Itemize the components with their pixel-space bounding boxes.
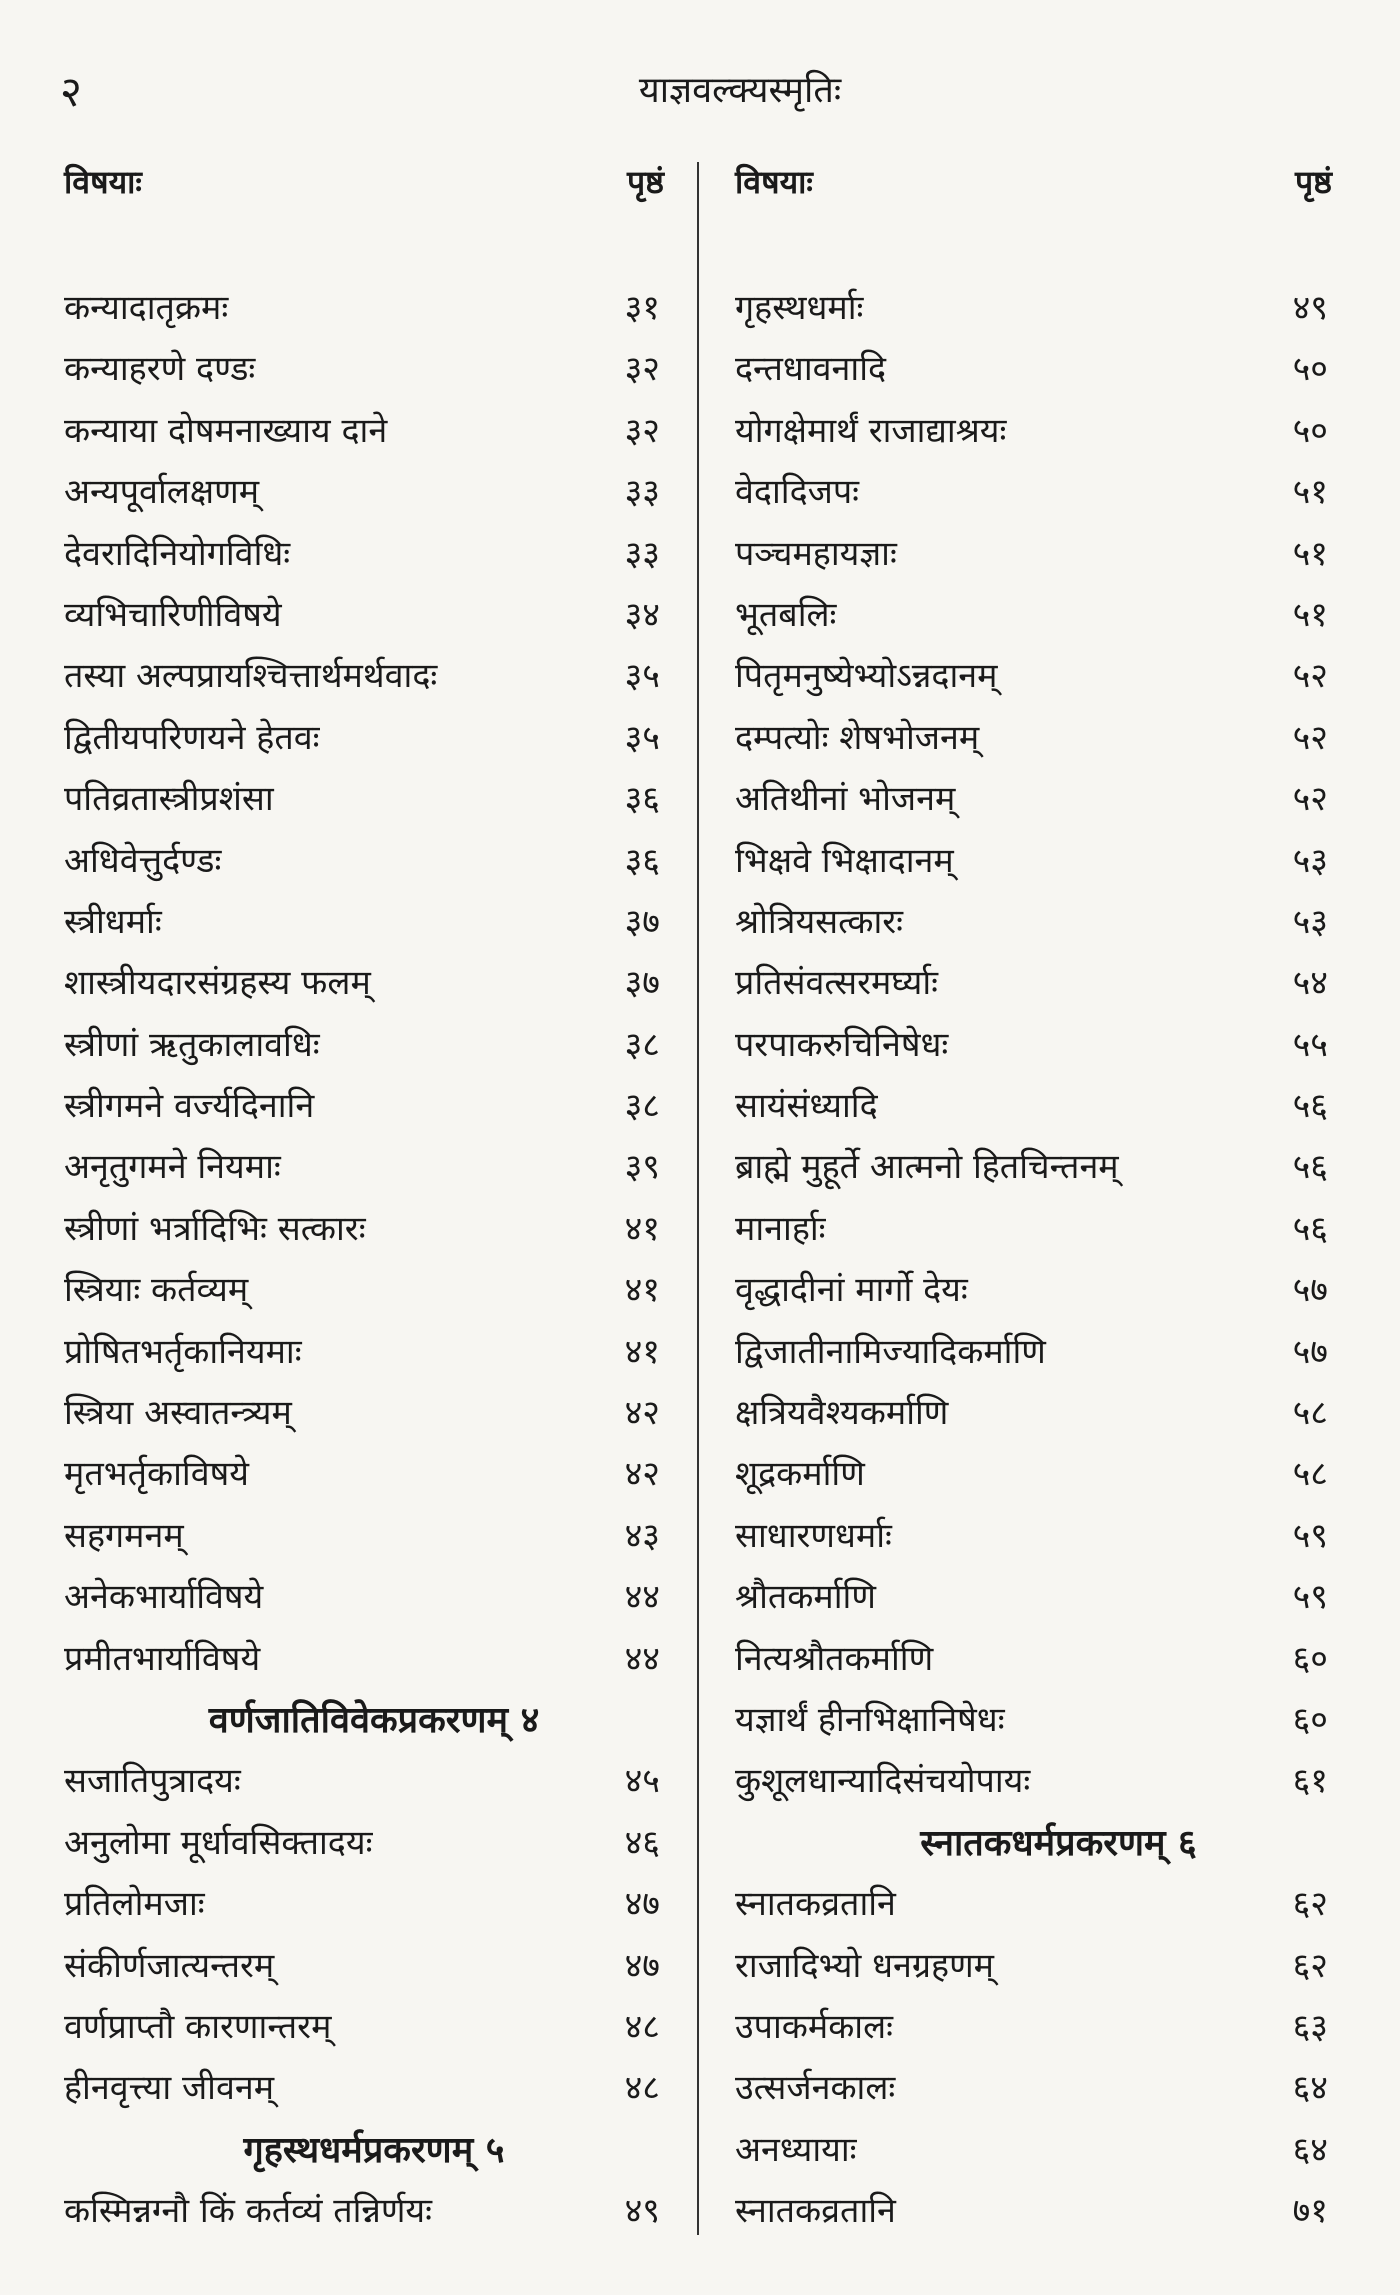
entry-page-number: ५३	[1292, 840, 1328, 881]
entry-page-number: ४२	[624, 1454, 660, 1495]
toc-entry	[735, 2120, 1332, 2181]
toc-entry	[735, 2058, 1332, 2119]
entry-page-number: ३२	[624, 349, 660, 390]
entry-topic: तस्या अल्पप्रायश्चित्तार्थमर्थवादः	[64, 656, 438, 697]
entry-page-number: ३८	[624, 1024, 660, 1065]
column-divider	[697, 162, 699, 2235]
toc-entry	[735, 1322, 1332, 1383]
page-number: २	[60, 67, 82, 116]
entry-topic: द्विजातीनामिज्यादिकर्माणि	[735, 1331, 1046, 1372]
entry-page-number: ३९	[624, 1147, 660, 1188]
entry-page-number: ५४	[1292, 963, 1328, 1004]
entry-page-number: ५९	[1292, 1577, 1328, 1618]
entry-page-number: ४६	[624, 1822, 660, 1863]
entry-page-number: ५९	[1292, 1515, 1328, 1556]
toc-entry	[735, 1137, 1332, 1198]
toc-entry	[735, 339, 1332, 400]
entry-topic: प्रोषितभर्तृकानियमाः	[64, 1331, 302, 1372]
entry-page-number: ५५	[1292, 1024, 1328, 1065]
entry-topic: वर्णप्राप्तौ कारणान्तरम्	[64, 2006, 332, 2047]
entry-topic: उत्सर्जनकालः	[735, 2068, 896, 2109]
entry-topic: अन्यपूर्वालक्षणम्	[64, 472, 260, 513]
toc-entry	[735, 278, 1332, 339]
toc-entry	[64, 1322, 664, 1383]
entry-page-number: ५३	[1292, 901, 1328, 942]
entry-topic: मृतभर्तृकाविषये	[64, 1454, 249, 1495]
entry-topic: द्वितीयपरिणयने हेतवः	[64, 717, 320, 758]
toc-entry	[735, 953, 1332, 1014]
toc-entry	[64, 1813, 664, 1874]
entry-page-number: ६२	[1292, 1945, 1328, 1986]
entry-page-number: ३४	[624, 594, 660, 635]
toc-entry	[735, 1506, 1332, 1567]
entry-page-number: ५०	[1292, 410, 1328, 451]
toc-entry	[64, 1444, 664, 1505]
entry-page-number: ५६	[1292, 1208, 1328, 1249]
entry-topic: प्रमीतभार्याविषये	[64, 1638, 261, 1679]
entry-page-number: ५२	[1292, 656, 1328, 697]
entry-topic: देवरादिनियोगविधिः	[64, 533, 291, 574]
entry-topic: दम्पत्योः शेषभोजनम्	[735, 717, 980, 758]
entry-topic: संकीर्णजात्यन्तरम्	[64, 1945, 275, 1986]
entry-topic: स्त्रिया अस्वातन्त्र्यम्	[64, 1393, 292, 1434]
toc-entry	[64, 1629, 664, 1690]
toc-entry	[64, 646, 664, 707]
toc-entry	[735, 1199, 1332, 1260]
entry-topic: शास्त्रीयदारसंग्रहस्य फलम्	[64, 963, 371, 1004]
toc-entry	[64, 1260, 664, 1321]
entry-topic: वेदादिजपः	[735, 472, 860, 513]
toc-entry	[64, 1076, 664, 1137]
entry-topic: गृहस्थधर्माः	[735, 288, 864, 328]
entry-topic: यज्ञार्थं हीनभिक्षानिषेधः	[735, 1699, 1005, 1740]
toc-entry	[735, 524, 1332, 585]
entry-page-number: ३२	[624, 410, 660, 451]
entry-page-number: ६४	[1292, 2068, 1328, 2109]
toc-entry	[64, 1567, 664, 1628]
entry-topic: पितृमनुष्येभ्योऽन्नदानम्	[735, 656, 998, 697]
entry-page-number: ३१	[624, 288, 660, 328]
section-heading: वर्णजातिविवेकप्रकरणम् ४	[208, 1698, 540, 1741]
entry-page-number: ३७	[624, 901, 660, 942]
toc-entry	[64, 1015, 664, 1076]
toc-entry	[735, 1629, 1332, 1690]
entry-page-number: ४१	[624, 1270, 660, 1311]
toc-entry	[735, 1015, 1332, 1076]
entry-topic: स्त्रियाः कर्तव्यम्	[64, 1270, 249, 1311]
toc-column-right	[735, 160, 1332, 2243]
entry-topic: शूद्रकर्माणि	[735, 1454, 865, 1495]
entry-topic: स्नातकव्रतानि	[735, 2191, 896, 2232]
section-heading: गृहस्थधर्मप्रकरणम् ५	[243, 2128, 505, 2171]
book-title: याज्ञवल्क्यस्मृतिः	[638, 70, 842, 111]
entry-page-number: ३५	[624, 717, 660, 758]
toc-column-left	[64, 160, 664, 2243]
toc-entry	[64, 1199, 664, 1260]
toc-entry	[735, 646, 1332, 707]
toc-entry	[64, 1137, 664, 1198]
section-heading: स्नातकधर्मप्रकरणम् ६	[920, 1821, 1197, 1864]
toc-entry	[735, 1383, 1332, 1444]
entry-topic: श्रौतकर्माणि	[735, 1577, 876, 1618]
entry-topic: श्रोत्रियसत्कारः	[735, 901, 904, 942]
toc-entry	[64, 1506, 664, 1567]
toc-entry	[735, 1567, 1332, 1628]
entry-topic: पतिव्रतास्त्रीप्रशंसा	[64, 779, 274, 820]
column-heading	[735, 160, 1332, 216]
toc-entry	[64, 462, 664, 523]
entry-page-number: ४९	[624, 2191, 660, 2232]
toc-entry	[735, 1076, 1332, 1137]
heading-topics: विषयाः	[64, 163, 142, 201]
entry-topic: अतिथीनां भोजनम्	[735, 779, 956, 820]
toc-entry	[64, 1751, 664, 1812]
toc-entry	[64, 339, 664, 400]
entry-page-number: ४१	[624, 1331, 660, 1372]
entry-page-number: ५१	[1292, 594, 1328, 635]
entry-topic: कन्यादातृक्रमः	[64, 288, 229, 328]
entry-page-number: ३६	[624, 779, 660, 820]
entry-page-number: ६२	[1292, 1884, 1328, 1925]
entry-topic: योगक्षेमार्थं राजाद्याश्रयः	[735, 410, 1007, 451]
toc-entry	[64, 708, 664, 769]
toc-entry	[64, 1874, 664, 1935]
entry-topic: नित्यश्रौतकर्माणि	[735, 1638, 934, 1679]
entry-topic: कस्मिन्नग्नौ किं कर्तव्यं तन्निर्णयः	[64, 2191, 433, 2232]
entry-topic: भूतबलिः	[735, 594, 837, 635]
entry-topic: स्त्रीगमने वर्ज्यदिनानि	[64, 1086, 315, 1127]
toc-entry	[735, 892, 1332, 953]
entry-page-number: ६०	[1292, 1699, 1328, 1740]
entry-page-number: ३५	[624, 656, 660, 697]
entry-topic: कुशूलधान्यादिसंचयोपायः	[735, 1761, 1031, 1802]
entry-page-number: ६३	[1292, 2006, 1328, 2047]
entry-page-number: ५०	[1292, 349, 1328, 390]
entry-topic: व्यभिचारिणीविषये	[64, 594, 282, 635]
entry-topic: सहगमनम्	[64, 1515, 184, 1556]
entry-page-number: ४३	[624, 1515, 660, 1556]
heading-topics: विषयाः	[735, 163, 813, 201]
entry-page-number: ४४	[624, 1577, 660, 1618]
toc-entry	[64, 1997, 664, 2058]
toc-entry	[64, 2181, 664, 2242]
entry-topic: राजादिभ्यो धनग्रहणम्	[735, 1945, 995, 1986]
toc-entry	[64, 953, 664, 1014]
entry-topic: प्रतिसंवत्सरमर्घ्याः	[735, 963, 939, 1004]
entry-page-number: ४७	[624, 1945, 660, 1986]
entry-page-number: ३७	[624, 963, 660, 1004]
toc-entry	[64, 892, 664, 953]
entry-page-number: ४७	[624, 1884, 660, 1925]
entry-topic: दन्तधावनादि	[735, 349, 887, 390]
entry-page-number: ६४	[1292, 2129, 1328, 2170]
entry-topic: स्त्रीणां भर्त्रादिभिः सत्कारः	[64, 1208, 366, 1249]
entry-page-number: ४८	[624, 2006, 660, 2047]
toc-entry	[735, 1260, 1332, 1321]
entry-page-number: ३६	[624, 840, 660, 881]
toc-entry	[735, 585, 1332, 646]
entry-topic: परपाकरुचिनिषेधः	[735, 1024, 949, 1065]
entry-page-number: ५६	[1292, 1086, 1328, 1127]
toc-entry	[735, 1751, 1332, 1812]
entry-page-number: ५८	[1292, 1393, 1328, 1434]
toc-list	[64, 278, 664, 2243]
entry-topic: भिक्षवे भिक्षादानम्	[735, 840, 954, 881]
entry-page-number: ५१	[1292, 533, 1328, 574]
entry-topic: अनध्यायाः	[735, 2129, 857, 2170]
entry-page-number: ७१	[1292, 2191, 1328, 2232]
entry-topic: कन्याहरणे दण्डः	[64, 349, 256, 390]
entry-page-number: ५८	[1292, 1454, 1328, 1495]
toc-entry	[735, 831, 1332, 892]
toc-entry	[735, 1690, 1332, 1751]
entry-topic: हीनवृत्त्या जीवनम्	[64, 2068, 275, 2109]
entry-topic: स्त्रीधर्माः	[64, 901, 162, 942]
toc-entry	[64, 585, 664, 646]
entry-page-number: ३३	[624, 472, 660, 513]
toc-entry	[64, 524, 664, 585]
entry-page-number: ४५	[624, 1761, 660, 1802]
entry-page-number: ४४	[624, 1638, 660, 1679]
entry-topic: अनृतुगमने नियमाः	[64, 1147, 281, 1188]
entry-topic: स्त्रीणां ऋतुकालावधिः	[64, 1024, 320, 1065]
column-heading	[64, 160, 664, 216]
entry-page-number: ४८	[624, 2068, 660, 2109]
entry-topic: ब्राह्मे मुहूर्ते आत्मनो हितचिन्तनम्	[735, 1147, 1119, 1188]
entry-page-number: ५२	[1292, 717, 1328, 758]
entry-topic: वृद्धादीनां मार्गो देयः	[735, 1270, 968, 1311]
entry-page-number: ६०	[1292, 1638, 1328, 1679]
entry-page-number: ६१	[1292, 1761, 1328, 1802]
entry-page-number: ५६	[1292, 1147, 1328, 1188]
entry-topic: क्षत्रियवैश्यकर्माणि	[735, 1393, 949, 1434]
toc-entry	[735, 1874, 1332, 1935]
entry-topic: स्नातकव्रतानि	[735, 1884, 896, 1925]
entry-page-number: ४२	[624, 1393, 660, 1434]
entry-page-number: ३८	[624, 1086, 660, 1127]
entry-topic: मानार्हाः	[735, 1208, 826, 1249]
entry-page-number: ५७	[1292, 1331, 1328, 1372]
entry-topic: अनेकभार्याविषये	[64, 1577, 264, 1618]
toc-entry	[64, 769, 664, 830]
heading-pages: पृष्ठं	[1294, 163, 1332, 201]
toc-entry	[64, 831, 664, 892]
entry-topic: सायंसंध्यादि	[735, 1086, 878, 1127]
toc-entry	[735, 462, 1332, 523]
entry-topic: कन्याया दोषमनाख्याय दाने	[64, 410, 388, 451]
entry-page-number: ४१	[624, 1208, 660, 1249]
toc-entry	[735, 1444, 1332, 1505]
toc-entry	[735, 708, 1332, 769]
heading-pages: पृष्ठं	[626, 163, 664, 201]
toc-entry	[64, 1936, 664, 1997]
toc-entry	[64, 2058, 664, 2119]
toc-entry	[735, 1936, 1332, 1997]
toc-list	[735, 278, 1332, 2243]
entry-page-number: ५२	[1292, 779, 1328, 820]
entry-page-number: ५७	[1292, 1270, 1328, 1311]
entry-topic: अधिवेत्तुर्दण्डः	[64, 840, 222, 881]
entry-page-number: ५१	[1292, 472, 1328, 513]
entry-topic: साधारणधर्माः	[735, 1515, 892, 1556]
entry-topic: पञ्चमहायज्ञाः	[735, 533, 897, 574]
toc-entry	[64, 278, 664, 339]
entry-page-number: ४९	[1292, 288, 1328, 328]
entry-topic: अनुलोमा मूर्धावसिक्तादयः	[64, 1822, 373, 1863]
entry-page-number: ३३	[624, 533, 660, 574]
toc-entry	[64, 401, 664, 462]
entry-topic: सजातिपुत्रादयः	[64, 1761, 241, 1802]
entry-topic: प्रतिलोमजाः	[64, 1884, 205, 1925]
toc-entry	[735, 2181, 1332, 2242]
toc-entry	[64, 1383, 664, 1444]
toc-entry	[735, 401, 1332, 462]
entry-topic: उपाकर्मकालः	[735, 2006, 894, 2047]
toc-entry	[735, 769, 1332, 830]
toc-entry	[735, 1997, 1332, 2058]
